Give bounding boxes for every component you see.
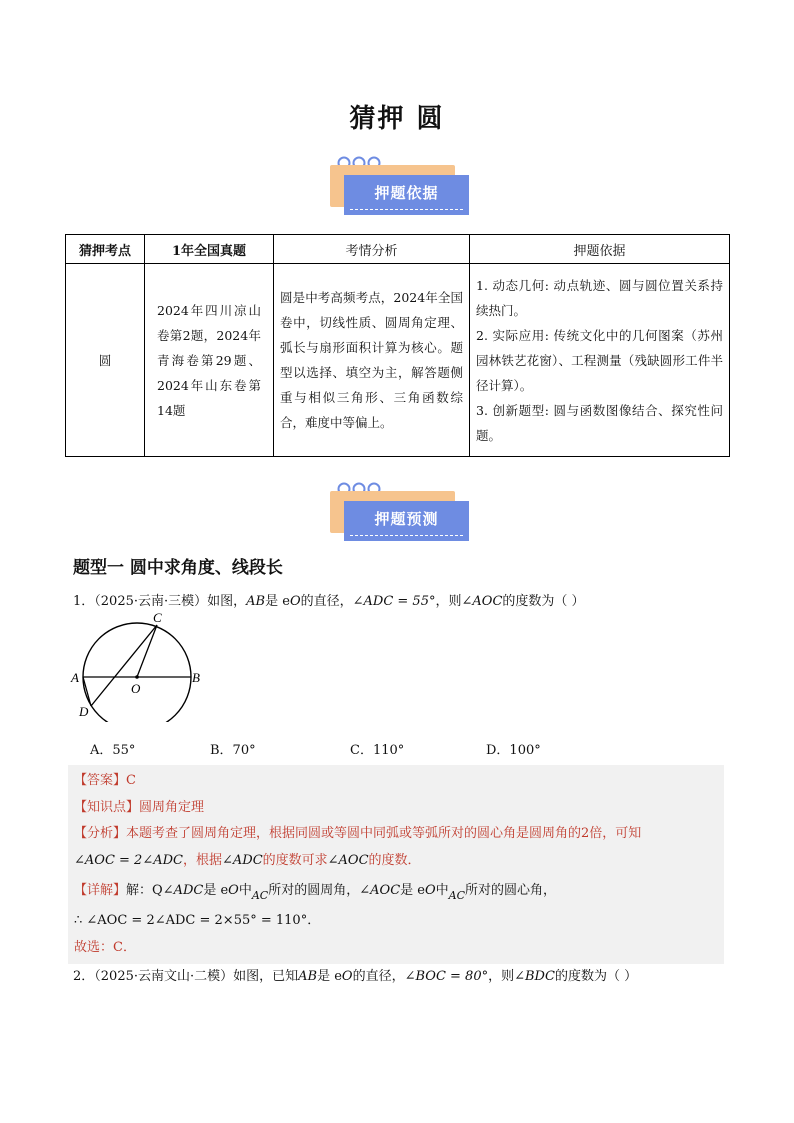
analysis-text-2d: 的度数可求 — [262, 853, 328, 868]
basis-item-2: 2. 实际应用: 传统文化中的几何图案（苏州园林铁艺花窗）、工程测量（残缺圆形工件半径计算）。 — [476, 327, 723, 393]
answer-box — [68, 765, 724, 964]
arc-ac: AC — [251, 889, 269, 902]
analysis-text-1: 本题考查了圆周角定理，根据同圆或等圆中同弧或等弧所对的圆心角是圆周角的2倍，可知 — [126, 826, 642, 841]
label-a: A — [71, 670, 79, 685]
detail-text-1f: 所对的圆周角， — [268, 883, 360, 898]
segment-ad — [83, 677, 91, 706]
label-c: C — [153, 610, 162, 625]
basis-item-3: 3. 创新题型: 圆与函数图像结合、探究性问题。 — [476, 402, 723, 443]
q1-mid2: 的直径， — [300, 594, 353, 609]
banner-label: 押题预测 — [344, 501, 469, 541]
exam-table — [65, 234, 730, 457]
knowledge-value: 圆周角定理 — [139, 800, 205, 815]
answer-value: C — [126, 773, 136, 788]
analysis-angle-adc: ∠ADC — [221, 853, 263, 868]
option-a: A．55° — [90, 743, 136, 758]
option-d: D．100° — [486, 743, 541, 758]
q1-mid3: ，则 — [435, 594, 462, 609]
header-topic: 猜押考点 — [66, 235, 145, 264]
question-2 — [73, 965, 637, 984]
q1-ab: AB — [246, 594, 266, 609]
q2-condition: ∠BOC = 80° — [404, 969, 489, 984]
q2-prefix: 2．（2025·云南文山·二模）如图，已知 — [73, 969, 299, 984]
detail-angle-adc: ∠ADC — [162, 883, 204, 898]
circle-figure — [70, 610, 220, 722]
q2-mid2: 的直径， — [352, 969, 405, 984]
q2-o: O — [341, 969, 353, 984]
cell-topic: 圆 — [66, 264, 145, 457]
label-b: B — [192, 670, 200, 685]
detail-o: O — [228, 883, 239, 898]
q2-mid1: 是 e — [317, 969, 342, 984]
label-o: O — [131, 681, 141, 696]
q2-ask: ∠BDC — [514, 969, 555, 984]
answer-tag: 【答案】 — [74, 773, 127, 788]
q1-suffix: 的度数为（ ） — [502, 594, 585, 609]
detail-line-2: ∴ ∠AOC = 2∠ADC = 2×55° = 110°． — [74, 913, 321, 928]
header-basis: 押题依据 — [470, 235, 730, 264]
page-title: 猜押 圆 — [349, 104, 445, 134]
arc-ac-2: AC — [448, 889, 466, 902]
header-analysis: 考情分析 — [274, 235, 470, 264]
detail-text-1j: 中 — [435, 883, 449, 898]
final-answer: 故选：C． — [74, 940, 136, 955]
circle-symbol: e — [282, 594, 290, 609]
section-banner-basis — [326, 155, 471, 225]
knowledge-tag: 【知识点】 — [74, 800, 140, 815]
analysis-eq: ∠AOC = 2∠ADC — [74, 853, 183, 868]
section-banner-prediction — [326, 481, 471, 551]
basis-item-1: 1. 动态几何: 动点轨迹、圆与圆位置关系持续热门。 — [476, 277, 723, 318]
detail-line-1 — [74, 879, 557, 902]
cell-basis — [470, 264, 730, 457]
analysis-tag: 【分析】 — [74, 826, 127, 841]
banner-label: 押题依据 — [344, 175, 469, 215]
detail-text-1h: 是 e — [400, 883, 425, 898]
detail-o-2: O — [424, 883, 436, 898]
answer-line — [74, 769, 136, 788]
detail-text-1e: 中 — [238, 883, 252, 898]
cell-analysis: 圆是中考高频考点，2024年全国卷中，切线性质、圆周角定理、弧长与扇形面积计算为核心。题型以选择、填空为主，解答题侧重与相似三角形、三角函数综合，难度中等偏上。 — [274, 264, 470, 457]
analysis-line-1 — [74, 822, 641, 841]
q2-ab: AB — [298, 969, 318, 984]
question-1 — [73, 590, 585, 609]
detail-angle-aoc: ∠AOC — [359, 883, 401, 898]
q1-o: O — [289, 594, 301, 609]
detail-text-1c: 是 e — [203, 883, 229, 898]
detail-text-1a: 解：Q — [126, 883, 163, 898]
analysis-text-2b: ，根据 — [182, 853, 222, 868]
analysis-angle-aoc: ∠AOC — [327, 853, 369, 868]
knowledge-line — [74, 796, 204, 815]
q1-condition: ∠ADC = 55° — [352, 594, 436, 609]
option-c: C．110° — [350, 743, 405, 758]
q2-suffix: 的度数为（ ） — [554, 969, 638, 984]
label-d: D — [79, 704, 89, 719]
q2-mid3: ，则 — [488, 969, 515, 984]
table-header-row — [66, 235, 730, 264]
table-row — [66, 264, 730, 457]
center-point — [135, 675, 139, 679]
segment-oc — [137, 625, 157, 677]
analysis-text-2f: 的度数． — [368, 853, 421, 868]
header-exams: 1年全国真题 — [145, 235, 274, 264]
detail-text-1k: 所对的圆心角， — [465, 883, 557, 898]
analysis-line-2 — [74, 849, 421, 868]
q1-ask: ∠AOC — [461, 594, 503, 609]
section-title: 题型一 圆中求角度、线段长 — [73, 558, 283, 578]
q1-prefix: 1．（2025·云南·三模）如图， — [73, 594, 247, 609]
circle-o — [83, 623, 191, 722]
detail-tag: 【详解】 — [74, 883, 127, 898]
q1-mid1: 是 — [265, 594, 279, 609]
cell-exams: 2024年四川凉山卷第2题，2024年青海卷第29题、2024年山东卷第14题 — [145, 264, 274, 457]
option-b: B．70° — [210, 743, 256, 758]
